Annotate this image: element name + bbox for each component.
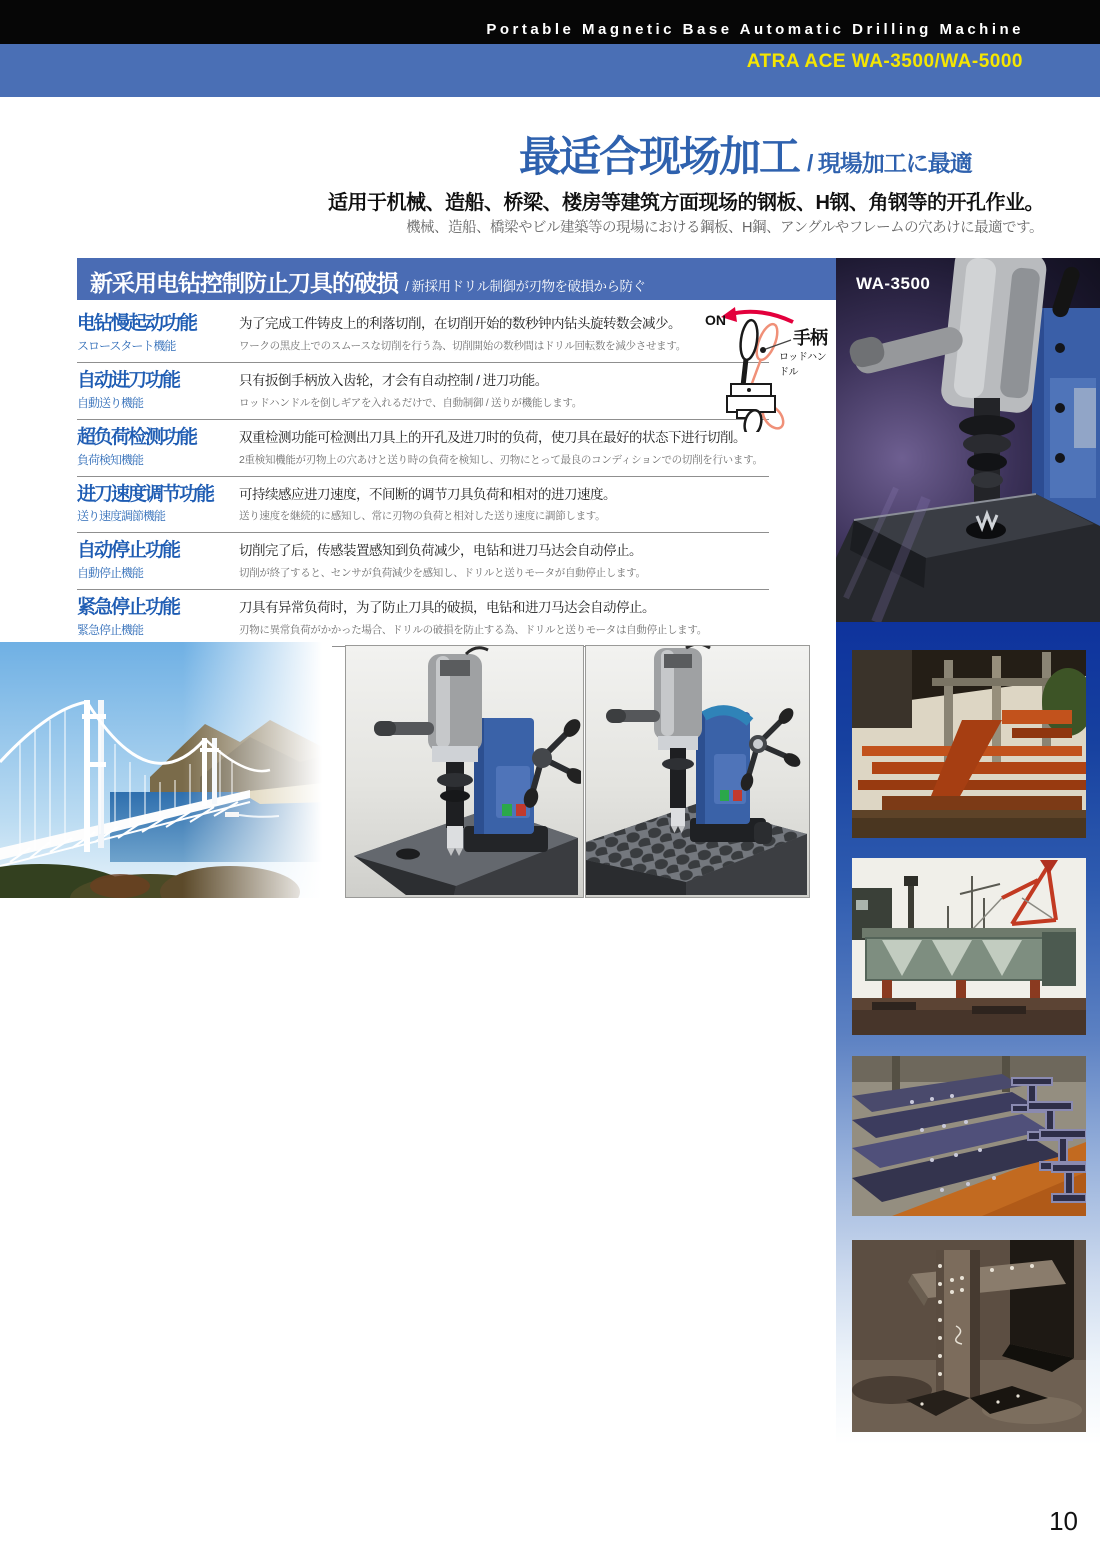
feature-desc-jp: 刃物に異常負荷がかかった場合、ドリルの破損を防止する為、ドリルと送りモータは自動停止します。 — [239, 624, 707, 637]
feature-row-slow-start — [77, 306, 769, 363]
feature-desc-jp: 2重検知機能が刃物上の穴あけと送り時の負荷を検知し、刃物にとって最良のコンディションでの切削を行います。 — [239, 453, 763, 466]
section-heading-bar — [77, 258, 836, 300]
handle-label-jp: ロッドハンドル — [779, 352, 827, 378]
machine-on-plate-illustration — [346, 646, 581, 895]
wa3500-machine-illustration — [836, 258, 1100, 622]
application-photo-h-beams — [852, 1056, 1086, 1216]
feature-list — [77, 306, 769, 647]
shipyard-girder-illustration — [852, 858, 1086, 1035]
h-beams-illustration — [852, 1056, 1086, 1216]
feature-title: 超负荷检测功能 — [77, 426, 197, 448]
feature-desc-jp: ワークの黒皮上でのスムースな切削を行う為、切削開始の数秒間はドリル回転数を減少させます。 — [239, 339, 686, 352]
feature-desc-cn: 双重检测功能可检测出刀具上的开孔及进刀时的负荷，使刀具在最好的状态下进行切削。 — [239, 429, 746, 445]
bridge-illustration — [0, 642, 332, 898]
rotate-arrow-icon — [727, 312, 793, 322]
feature-subtitle: 自動停止機能 — [77, 566, 144, 581]
application-photo-steel-factory — [852, 650, 1086, 838]
feature-row-overload-detect — [77, 420, 769, 477]
feature-desc-cn: 切削完了后，传感装置感知到负荷减少，电钻和进刀马达会自动停止。 — [239, 543, 642, 559]
feature-subtitle: 送り速度調節機能 — [77, 509, 166, 524]
feature-subtitle: スロースタート機能 — [77, 338, 176, 353]
feature-desc-cn: 刀具有异常负荷时，为了防止刀具的破损，电钻和进刀马达会自动停止。 — [239, 600, 655, 616]
application-photo-shipyard-girder — [852, 858, 1086, 1035]
page-subtitle-jp: 機械、造船、橋梁やビル建築等の現場における鋼板、H鋼、アングルやフレームの穴あけに最適です。 — [406, 220, 1043, 236]
feature-title: 电钻慢起动功能 — [77, 313, 197, 334]
top-black-bar — [0, 0, 1100, 44]
feature-row-emergency-stop — [77, 590, 769, 647]
product-line-title: Portable Magnetic Base Automatic Drilling Machine — [486, 21, 1024, 38]
page-title-jp: / 現場加工に最適 — [807, 150, 972, 176]
machine-photo-steel-plate — [345, 645, 584, 898]
feature-subtitle: 自動送り機能 — [77, 395, 144, 410]
feature-row-feed-speed — [77, 477, 769, 534]
feature-desc-jp: 送り速度を継続的に感知し、常に刃物の負荷と相対した送り速度に調節します。 — [239, 510, 606, 523]
feature-row-auto-feed — [77, 363, 769, 420]
section-heading-jp: / 新採用ドリル制御が刃物を破損から防ぐ — [405, 279, 646, 294]
page-title-cn: 最适合现场加工 — [519, 133, 800, 180]
feature-title: 进刀速度调节功能 — [77, 483, 214, 505]
feature-desc-jp: 切削が終了すると、センサが負荷減少を感知し、ドリルと送りモータが自動停止します。 — [239, 567, 646, 580]
feature-desc-jp: ロッドハンドルを倒しギアを入れるだけで、自動制御 / 送りが機能します。 — [239, 396, 582, 409]
feature-row-auto-stop — [77, 533, 769, 590]
model-name: ATRA ACE WA-3500/WA-5000 — [746, 51, 1023, 72]
feature-subtitle: 負荷検知機能 — [77, 452, 144, 467]
application-photo-beam-closeup — [852, 1240, 1086, 1432]
machine-on-perforated-plate-illustration — [586, 646, 807, 895]
feature-desc-cn: 可持续感应进刀速度，不间断的调节刀具负荷和相对的进刀速度。 — [239, 486, 616, 502]
feature-subtitle: 緊急停止機能 — [77, 623, 144, 638]
section-heading-cn: 新采用电钻控制防止刀具的破损 — [90, 270, 398, 296]
feature-desc-cn: 为了完成工件铸皮上的利落切削，在切削开始的数秒钟内钻头旋转数会减少。 — [239, 316, 681, 331]
rod-handle-diagram — [697, 300, 835, 432]
wa3500-photo-label: WA-3500 — [856, 274, 931, 293]
on-label: ON — [705, 312, 726, 328]
handle-label-cn: 手柄 — [793, 328, 827, 348]
page-title — [519, 124, 972, 184]
model-blue-bar — [0, 44, 1100, 97]
beam-closeup-illustration — [852, 1240, 1086, 1432]
page-number: 10 — [1049, 1506, 1078, 1536]
steel-factory-illustration — [852, 650, 1086, 838]
machine-photo-perforated-plate — [585, 645, 810, 898]
feature-title: 自动进刀功能 — [77, 369, 180, 391]
feature-title: 自动停止功能 — [77, 540, 180, 562]
bridge-photo — [0, 642, 332, 898]
page-subtitle-cn: 适用于机械、造船、桥梁、楼房等建筑方面现场的钢板、H钢、角钢等的开孔作业。 — [328, 192, 1044, 214]
feature-title: 紧急停止功能 — [77, 597, 180, 619]
wa3500-product-photo — [836, 258, 1100, 622]
feature-desc-cn: 只有扳倒手柄放入齿轮，才会有自动控制 / 进刀功能。 — [239, 372, 548, 388]
